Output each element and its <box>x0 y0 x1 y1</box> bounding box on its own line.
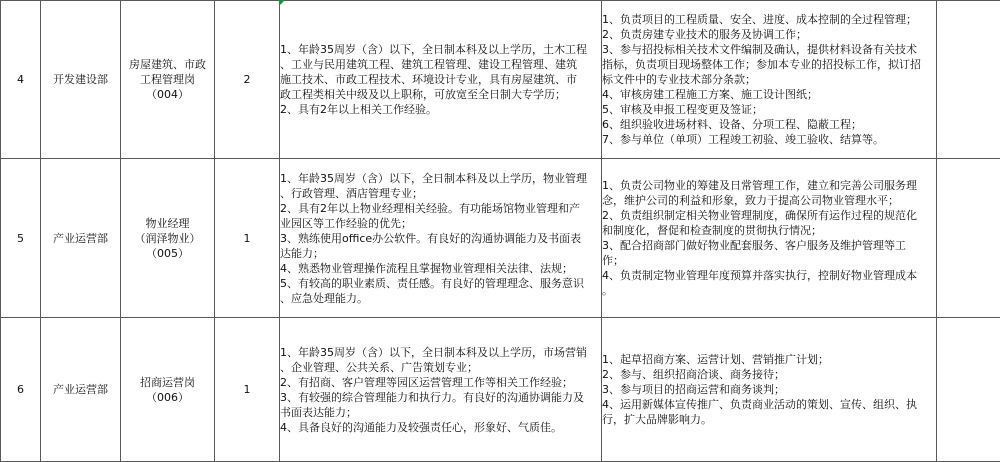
requirement-line: 3、有较强的综合管理能力和执行力。有良好的沟通协调能力及 <box>280 390 601 405</box>
duty-line: 4、运用新媒体宣传推广、负责商业活动的策划、宣传、组织、执 <box>602 397 936 412</box>
duties-cell[interactable] <box>602 159 937 318</box>
requirement-line: 施工技术、市政工程技术、环境设计专业，具有房屋建筑、市 <box>280 72 601 87</box>
requirement-line: 1、年龄35周岁（含）以下，全日制本科及以上学历，市场营销 <box>280 345 601 360</box>
requirement-line: 业园区等工作经验的优先； <box>280 216 601 231</box>
headcount-cell[interactable] <box>215 1 280 159</box>
duty-line: 3、参与项目的招商运营和商务谈判； <box>602 382 936 397</box>
table-row <box>1 159 1000 318</box>
position-name-line: （005） <box>121 246 214 261</box>
duty-line: 念，维护公司的利益和形象，致力于提高公司物业管理水平； <box>602 193 936 208</box>
requirement-line: 2、有招商、客户管理等园区运营管理工作等相关工作经验； <box>280 375 601 390</box>
position-name-line: （润泽物业） <box>121 231 214 246</box>
requirement-line: 书面表达能力； <box>280 405 601 420</box>
department-name: 产业运营部 <box>41 231 120 246</box>
duty-line: 行，扩大品牌影响力。 <box>602 412 936 427</box>
requirement-line: 、企业管理、公共关系、广告策划专业； <box>280 360 601 375</box>
duty-line: 7、参与单位（单项）工程竣工初验、竣工验收、结算等。 <box>602 132 936 147</box>
duty-line: 标文件中的专业技术部分条款； <box>602 72 936 87</box>
row-number-cell[interactable] <box>1 1 41 159</box>
duty-line: 。 <box>602 283 936 298</box>
duty-line: 1、起草招商方案、运营计划、营销推广计划； <box>602 352 936 367</box>
requirement-line: 3、熟练使用office办公软件。有良好的沟通协调能力及书面表 <box>280 231 601 246</box>
duties-cell[interactable] <box>602 1 937 159</box>
duty-line: 5、审核及申报工程变更及签证； <box>602 102 936 117</box>
duty-line: 作； <box>602 253 936 268</box>
headcount-cell[interactable] <box>215 159 280 318</box>
duty-line: 1、负责项目的工程质量、安全、进度、成本控制的全过程管理； <box>602 12 936 27</box>
department-name: 开发建设部 <box>41 72 120 87</box>
position-name-line: 工程管理岗 <box>121 72 214 87</box>
position-name-line: 物业经理 <box>121 216 214 231</box>
cell-note-marker <box>279 0 285 6</box>
duty-line: 指标，负责项目现场整体工作；参加本专业的招投标工作，拟订招 <box>602 57 936 72</box>
empty-cell[interactable] <box>937 318 1000 462</box>
table-row <box>1 318 1000 462</box>
requirement-line: 4、熟悉物业管理操作流程且掌握物业管理相关法律、法规； <box>280 261 601 276</box>
position-name-line: 招商运营岗 <box>121 375 214 390</box>
duty-line: 2、负责房建专业技术的服务及协调工作； <box>602 27 936 42</box>
headcount-value: 2 <box>215 72 279 87</box>
row-number-cell[interactable] <box>1 318 41 462</box>
position-name-line: （004） <box>121 87 214 102</box>
requirement-line: 5、有较高的职业素质、责任感。有良好的管理理念、服务意识 <box>280 276 601 291</box>
position-cell[interactable] <box>121 159 215 318</box>
requirement-line: 1、年龄35周岁（含）以下，全日制本科及以上学历，土木工程 <box>280 42 601 57</box>
position-cell[interactable] <box>121 1 215 159</box>
duty-line: 2、负责组织制定相关物业管理制度，确保所有运作过程的规范化 <box>602 208 936 223</box>
department-cell[interactable] <box>41 159 121 318</box>
headcount-cell[interactable] <box>215 318 280 462</box>
duty-line: 1、负责公司物业的筹建及日常管理工作，建立和完善公司服务理 <box>602 178 936 193</box>
duty-line: 和制度化，督促和检查制度的贯彻执行情况； <box>602 223 936 238</box>
requirement-line: 政工程类相关中级及以上职称，可放宽至全日制大专学历； <box>280 87 601 102</box>
requirement-line: 达能力； <box>280 246 601 261</box>
department-cell[interactable] <box>41 318 121 462</box>
row-number-cell[interactable] <box>1 159 41 318</box>
duty-line: 3、配合招商部门做好物业配套服务、客户服务及维护管理等工 <box>602 238 936 253</box>
headcount-value: 1 <box>215 231 279 246</box>
department-cell[interactable] <box>41 1 121 159</box>
position-name-line: （006） <box>121 390 214 405</box>
requirement-line: 2、具有2年以上相关工作经验。 <box>280 102 601 117</box>
requirement-line: 、行政管理、酒店管理专业； <box>280 186 601 201</box>
row-number: 6 <box>1 382 40 397</box>
requirement-line: 1、年龄35周岁（含）以下，全日制本科及以上学历，物业管理 <box>280 171 601 186</box>
requirement-line: 、应急处理能力。 <box>280 291 601 306</box>
requirement-line: 2、具有2年以上物业经理相关经验。有功能场馆物业管理和产 <box>280 201 601 216</box>
position-name-line: 房屋建筑、市政 <box>121 57 214 72</box>
table-row <box>1 1 1000 159</box>
position-cell[interactable] <box>121 318 215 462</box>
requirements-cell[interactable] <box>280 159 602 318</box>
requirement-line: 、工业与民用建筑工程、建筑工程管理、建设工程管理、建筑 <box>280 57 601 72</box>
requirements-cell[interactable] <box>280 1 602 159</box>
requirements-cell[interactable] <box>280 318 602 462</box>
duties-cell[interactable] <box>602 318 937 462</box>
duty-line: 3、参与招投标相关技术文件编制及确认，提供材料设备有关技术 <box>602 42 936 57</box>
empty-cell[interactable] <box>937 159 1000 318</box>
row-number: 5 <box>1 231 40 246</box>
duty-line: 4、负责制定物业管理年度预算并落实执行，控制好物业管理成本 <box>602 268 936 283</box>
requirement-line: 4、具备良好的沟通能力及较强责任心，形象好、气质佳。 <box>280 420 601 435</box>
headcount-value: 1 <box>215 382 279 397</box>
empty-cell[interactable] <box>937 1 1000 159</box>
duty-line: 4、审核房建工程施工方案、施工设计图纸； <box>602 87 936 102</box>
duty-line: 6、组织验收进场材料、设备、分项工程、隐蔽工程； <box>602 117 936 132</box>
department-name: 产业运营部 <box>41 382 120 397</box>
duty-line: 2、参与、组织招商洽谈、商务接待； <box>602 367 936 382</box>
row-number: 4 <box>1 72 40 87</box>
